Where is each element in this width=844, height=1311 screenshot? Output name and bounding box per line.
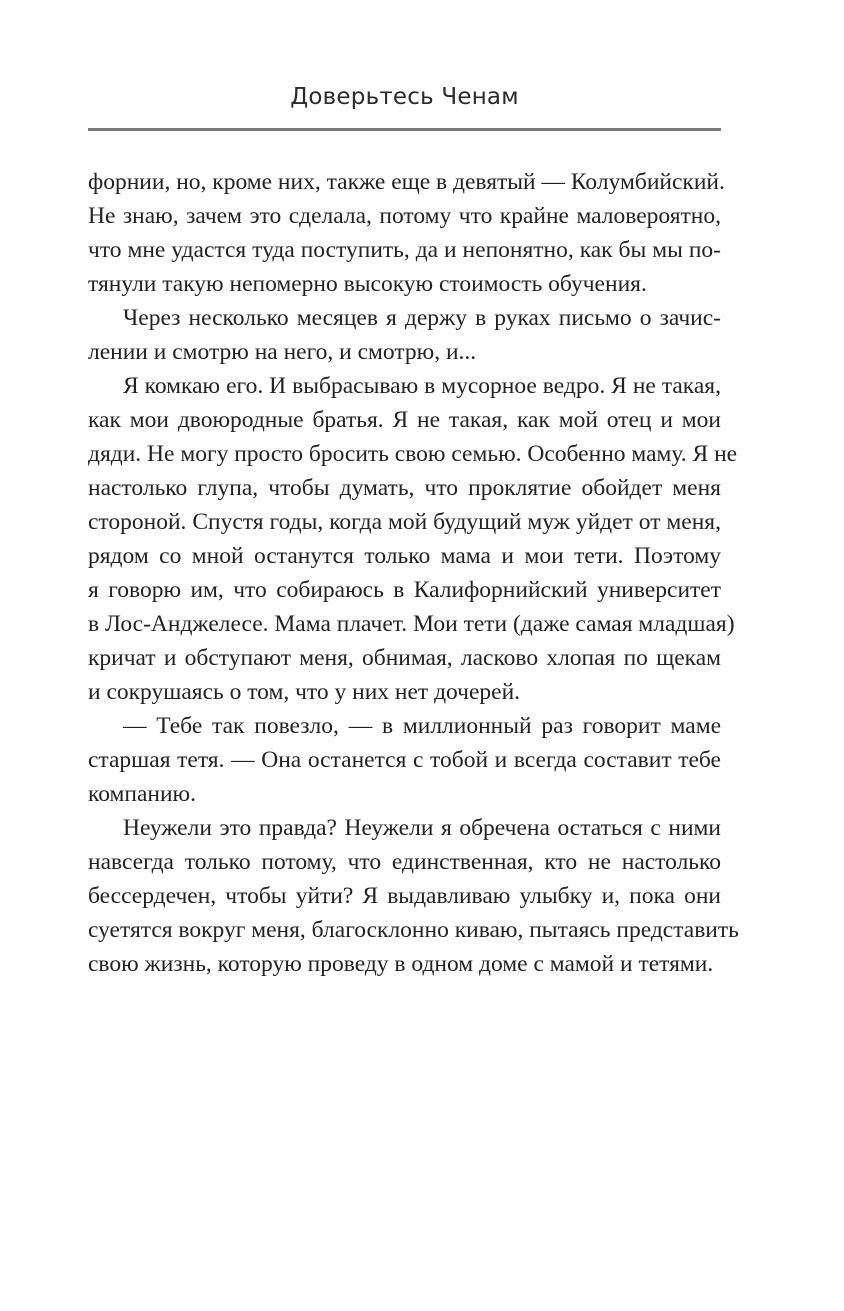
paragraph [88, 811, 739, 981]
text-line: тянули такую непомерно высокую стоимость обучения. [88, 271, 647, 297]
paragraph [88, 301, 721, 369]
text-line: свою жизнь, которую проведу в одном доме с мамой и тетями. [88, 951, 714, 977]
text-line: и сокрушаясь о том, что у них нет дочерей. [88, 679, 521, 705]
text-line: что мне удастся туда поступить, да и непонятно, как бы мы по- [88, 237, 721, 263]
text-line: Не знаю, зачем это сделала, потому что крайне маловероятно, [88, 203, 721, 229]
text-line: лении и смотрю на него, и смотрю, и... [88, 339, 477, 365]
text-line: компанию. [88, 781, 196, 807]
text-line: суетятся вокруг меня, благосклонно киваю, пытаясь представить [88, 917, 739, 943]
text-line: бессердечен, чтобы уйти? Я выдавливаю улыбку и, пока они [88, 883, 721, 909]
text-line: стороной. Спустя годы, когда мой будущий муж уйдет от меня, [88, 509, 721, 535]
text-line: Неужели это правда? Неужели я обречена остаться с ними [123, 815, 721, 841]
paragraph [88, 165, 725, 301]
text-line: навсегда только потому, что единственная, кто не настолько [88, 849, 721, 875]
header-divider [88, 128, 721, 131]
paragraph [88, 369, 738, 709]
body-text [88, 165, 739, 981]
text-line: Я комкаю его. И выбрасываю в мусорное ведро. Я не такая, [123, 373, 721, 399]
text-line: Через несколько месяцев я держу в руках письмо о зачис- [123, 305, 721, 331]
paragraph [88, 709, 721, 811]
text-line: как мои двоюродные братья. Я не такая, как мой отец и мои [88, 407, 721, 433]
text-line: дяди. Не могу просто бросить свою семью. Особенно маму. Я не [88, 441, 738, 467]
text-line: рядом со мной останутся только мама и мои тети. Поэтому [88, 543, 721, 569]
text-line: старшая тетя. — Она останется с тобой и всегда составит тебе [88, 747, 721, 773]
text-line: я говорю им, что собираюсь в Калифорнийский университет [88, 577, 721, 603]
text-line: — Тебе так повезло, — в миллионный раз говорит маме [123, 713, 721, 739]
running-header-title: Доверьтесь Ченам [290, 84, 519, 110]
text-line: в Лос-Анджелесе. Мама плачет. Мои тети (даже самая младшая) [88, 611, 735, 637]
text-line: настолько глупа, чтобы думать, что проклятие обойдет меня [88, 475, 721, 501]
text-line: форнии, но, кроме них, также еще в девятый — Колумбийский. [88, 169, 725, 195]
text-line: кричат и обступают меня, обнимая, ласково хлопая по щекам [88, 645, 721, 671]
